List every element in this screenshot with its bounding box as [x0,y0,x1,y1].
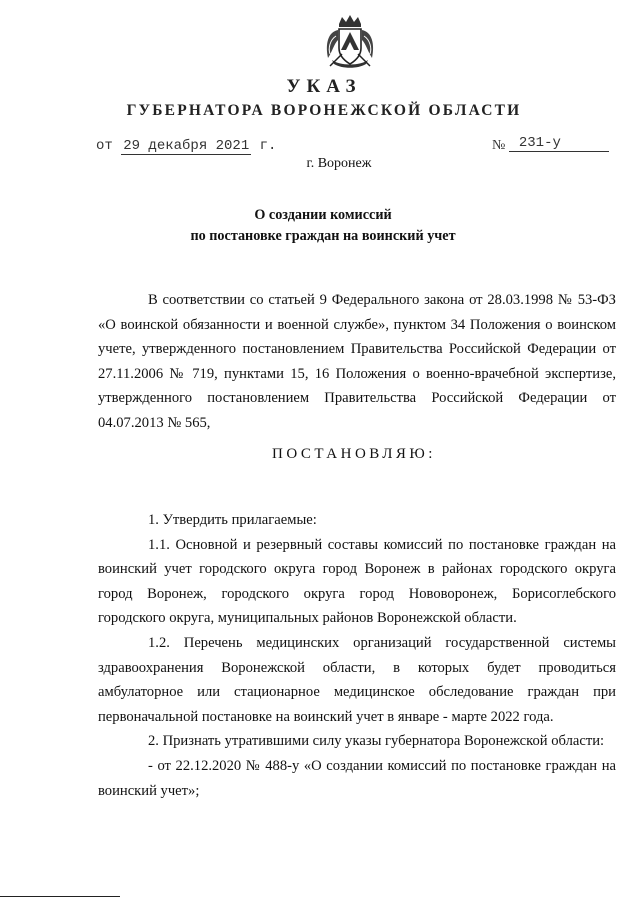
number-line [492,135,609,155]
subject-line-1: О создании комиссий [254,207,392,223]
preamble-block [98,288,616,436]
number-prefix: № [492,138,506,153]
number-value: 231-у [509,135,609,152]
date-prefix: от [96,138,113,154]
decree-word: ПОСТАНОВЛЯЮ: [272,446,436,462]
document-title: УКАЗ [286,76,362,97]
date-value: 29 декабря 2021 [123,138,250,154]
voronezh-coat-of-arms-icon [322,14,378,72]
item-2: 2. Признать утратившими силу указы губернатора Воронежской области: [148,733,605,750]
item-1: 1. Утвердить прилагаемые: [148,512,317,528]
document-subtitle: ГУБЕРНАТОРА ВОРОНЕЖСКОЙ ОБЛАСТИ [126,102,522,119]
footer-rule [0,896,120,897]
items-block [98,508,616,803]
city: г. Воронеж [306,156,372,171]
preamble-paragraph: В соответствии со статьей 9 Федерального закона от 28.03.1998 № 53-ФЗ «О воинской обязанности и военной службе», пунктом 34 Положения о воинском учете, утвержденного постановлением Правительства Российской Федерации от 27.11.2006 № 719, пунктами 15, 16 Положения о военно-врачебной экспертизе, утвержденного постановлением Правительства Российской Федерации от 04.07.2013 № 565, [98,292,616,431]
date-suffix: г. [259,138,277,154]
item-2-dash-1: - от 22.12.2020 № 488-у «О создании комиссий по постановке граждан на воинский учет»; [98,757,616,799]
subject-block [0,205,640,247]
item-1-2: 1.2. Перечень медицинских организаций государственной системы здравоохранения Воронежской области, в которых будет проводиться амбулаторное или стационарное медицинское обследование граждан при первоначальной постановке на воинский учет в январе - марте 2022 года. [98,634,616,725]
date-line [96,138,276,154]
item-1-1: 1.1. Основной и резервный составы комиссий по постановке граждан на воинский учет городского округа город Воронеж в районах городского округа город Воронеж, городского округа город Нововоронеж, Борисоглебского городского округа, муниципальных районов Воронежской области. [98,536,616,627]
subject-line-2: по постановке граждан на воинский учет [190,228,456,244]
